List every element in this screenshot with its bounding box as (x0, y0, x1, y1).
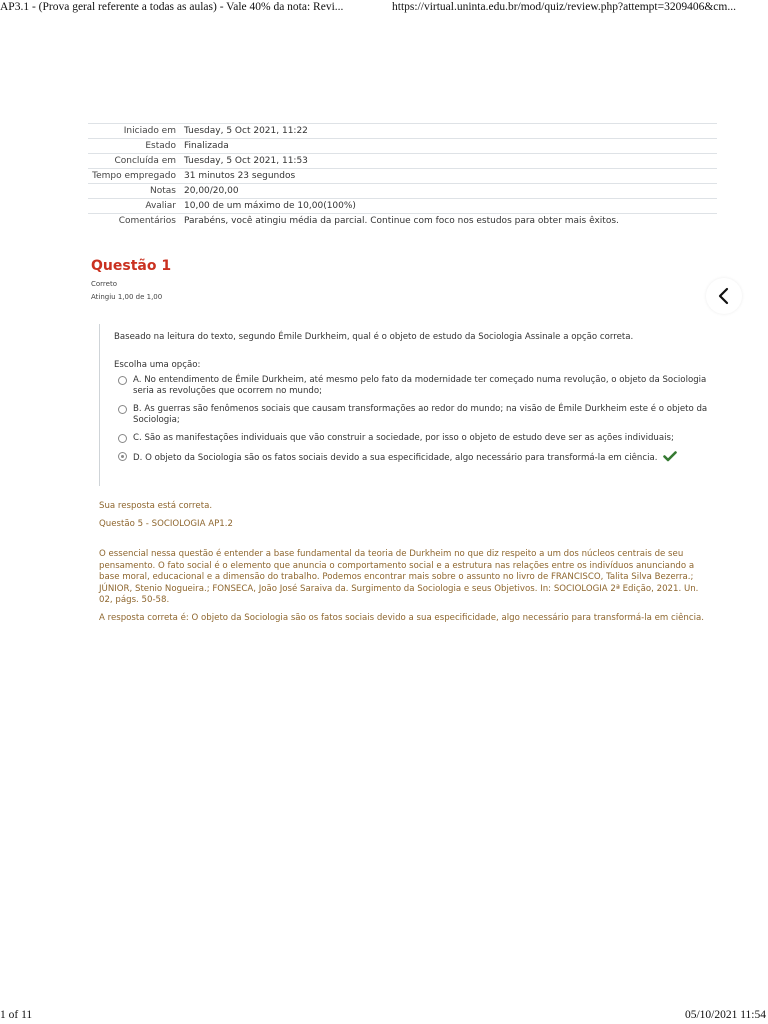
summary-value: 20,00/20,00 (184, 186, 239, 196)
answer-option-label: B. As guerras são fenômenos sociais que causam transformações ao redor do mundo; na visão de Émile Durkheim este é o objeto da Sociologia; (133, 404, 708, 425)
summary-row (88, 124, 717, 139)
summary-label: Comentários (118, 216, 176, 226)
question-formulation (99, 324, 717, 486)
summary-value: 10,00 de um máximo de 10,00(100%) (184, 201, 356, 211)
feedback-right-answer: A resposta correta é: O objeto da Sociologia são os fatos sociais devido a sua especificidade, algo necessário para transformá-la em ciência. (99, 612, 704, 623)
answer-option-a[interactable] (114, 375, 717, 397)
print-header (0, 0, 768, 16)
radio-button-selected[interactable] (118, 452, 127, 461)
answer-prompt: Escolha uma opção: (114, 360, 201, 370)
answer-option-c[interactable] (114, 433, 717, 444)
summary-label: Concluída em (114, 156, 176, 166)
check-icon (663, 451, 677, 466)
summary-value: Tuesday, 5 Oct 2021, 11:53 (184, 156, 308, 166)
summary-row (88, 214, 717, 229)
summary-row (88, 184, 717, 199)
question-text: Baseado na leitura do texto, segundo Émile Durkheim, qual é o objeto de estudo da Sociologia Assinale a opção correta. (114, 332, 634, 342)
print-footer (0, 1009, 768, 1024)
summary-value: Finalizada (184, 141, 229, 151)
page-counter: 1 of 11 (0, 1009, 33, 1021)
radio-button[interactable] (118, 434, 127, 443)
summary-label: Avaliar (145, 201, 176, 211)
summary-label: Tempo empregado (92, 171, 176, 181)
feedback-general: Questão 5 - SOCIOLOGIA AP1.2 (99, 518, 233, 529)
question-info (91, 257, 241, 301)
question-title: Questão 1 (91, 258, 172, 274)
summary-row (88, 199, 717, 214)
radio-button[interactable] (118, 405, 127, 414)
summary-row (88, 169, 717, 184)
summary-label: Notas (150, 186, 176, 196)
summary-row (88, 154, 717, 169)
feedback-explanation: O essencial nessa questão é entender a base fundamental da teoria de Durkheim no que diz respeito a um dos núcleos centrais de seu pensamento. O fato social é o elemento que anuncia o comportamento social e a estrutura nas relações entre os indivíduos anunciando a base moral, educacional e a dimensão do trabalho. Podemos encontrar mais sobre o assunto no livro de FRANCISCO, Talita Silva Bezerra.; JÚNIOR, Stenio Nogueira.; FONSECA, João José Saraiva da. Surgimento da Sociologia e seus Objetivos. In: SOCIOLOGIA 2ª Edição, 2021. Un. 02, págs. 50-58. (99, 549, 699, 605)
answer-option-label: C. São as manifestações individuais que vão construir a sociedade, por isso o objeto de estudo deve ser as ações individuais; (133, 433, 674, 443)
question-state: Correto (91, 280, 117, 288)
quiz-summary-table (88, 123, 717, 228)
answer-option-b[interactable] (114, 404, 717, 426)
summary-row (88, 139, 717, 154)
answer-option-label: A. No entendimento de Émile Durkheim, até mesmo pelo fato da modernidade ter começado numa revolução, o objeto da Sociologia seria as revoluções que ocorrem no mundo; (133, 375, 707, 396)
print-page-title: AP3.1 - (Prova geral referente a todas as aulas) - Vale 40% da nota: Revi... (0, 1, 344, 13)
feedback-correct-message: Sua resposta está correta. (99, 501, 213, 511)
summary-value: Parabéns, você atingiu média da parcial. Continue com foco nos estudos para obter mais êxitos. (184, 216, 619, 226)
question-feedback (99, 501, 704, 624)
answer-option-d[interactable] (114, 451, 717, 466)
radio-button[interactable] (118, 376, 127, 385)
print-datetime: 05/10/2021 11:54 (684, 1009, 766, 1021)
summary-label: Estado (145, 141, 176, 151)
print-page-url: https://virtual.uninta.edu.br/mod/quiz/review.php?attempt=3209406&cm... (392, 1, 736, 13)
answer-option-label: D. O objeto da Sociologia são os fatos sociais devido a sua especificidade, algo necessário para transformá-la em ciência. (133, 453, 658, 463)
summary-label: Iniciado em (123, 126, 176, 136)
chevron-left-icon[interactable] (706, 278, 742, 314)
question-grade: Atingiu 1,00 de 1,00 (91, 293, 163, 301)
summary-value: 31 minutos 23 segundos (184, 171, 296, 181)
summary-value: Tuesday, 5 Oct 2021, 11:22 (184, 126, 308, 136)
